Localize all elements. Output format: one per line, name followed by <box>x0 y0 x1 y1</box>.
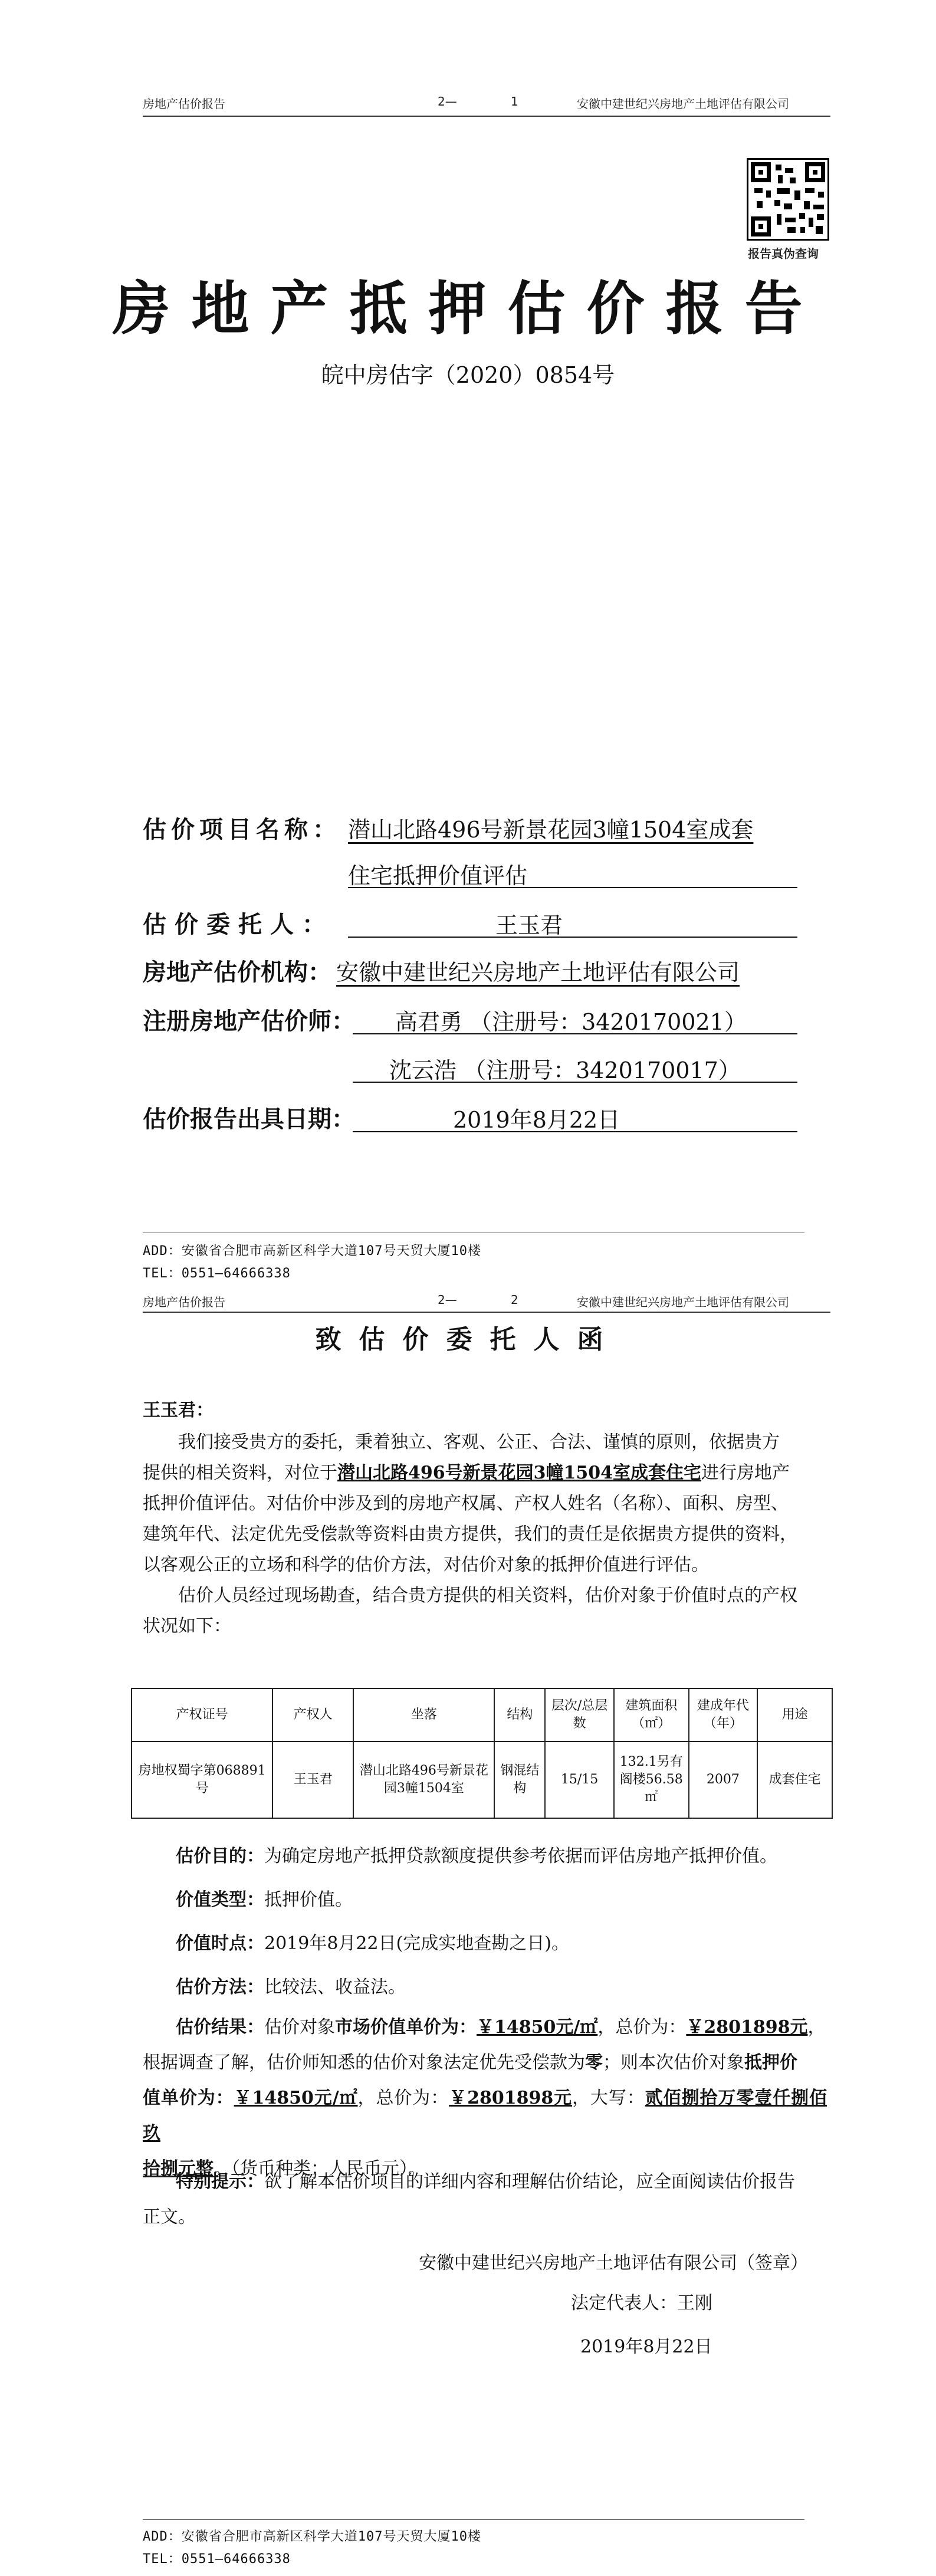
market-unit-price: ￥14850元/㎡ <box>477 2017 598 2038</box>
purpose-line <box>176 1841 777 1867</box>
qr-code-icon <box>747 158 829 241</box>
appraiser-label: 注册房地产估价师： <box>143 1008 355 1035</box>
note-paragraph <box>143 2164 827 2235</box>
header-page-number: 2 <box>511 1293 518 1307</box>
survey-line-1: 估价人员经过现场勘查，结合贵方提供的相关资料，估价对象于价值时点的产权 <box>178 1585 797 1606</box>
footer-tel: TEL：0551—64666338 <box>143 2552 291 2567</box>
client-label: 估价委托人： <box>143 911 334 938</box>
intro-line-1: 我们接受贵方的委托，秉着独立、客观、公正、合法、谨慎的原则，依据贵方 <box>178 1432 780 1453</box>
note-text: 欲了解本估价项目的详细内容和理解估价结论，应全面阅读估价报告 <box>264 2171 795 2192</box>
table-header: 建成年代（年） <box>689 1688 758 1742</box>
result-text: ， <box>807 2017 826 2038</box>
intro-line-5: 以客观公正的立场和科学的估价方法，对估价对象的抵押价值进行评估。 <box>143 1555 709 1575</box>
note-line-1 <box>143 2164 827 2200</box>
table-header: 产权人 <box>272 1688 353 1742</box>
table-header: 坐落 <box>353 1688 494 1742</box>
market-total-price: ￥2801898元 <box>686 2017 808 2038</box>
report-title: 房地产抵押估价报告 <box>112 275 824 343</box>
header-left: 房地产估价报告 <box>143 97 225 111</box>
property-table <box>131 1688 833 1819</box>
intro-paragraph <box>143 1427 827 1642</box>
appraiser-2: 沈云浩 （注册号：3420170017） <box>389 1057 741 1083</box>
purpose-value: 为确定房地产抵押贷款额度提供参考依据而评估房地产抵押价值。 <box>264 1846 777 1867</box>
table-header: 建筑面积（㎡） <box>614 1688 689 1742</box>
signature-date: 2019年8月22日 <box>580 2337 712 2357</box>
footer-address: ADD：安徽省合肥市高新区科学大道107号天贸大厦10楼 <box>143 1244 481 1259</box>
result-line-3 <box>143 2081 827 2151</box>
result-line-2 <box>143 2045 827 2081</box>
priority-claim: 零 <box>585 2052 603 2073</box>
header-page-prefix: 2— <box>438 94 457 109</box>
result-line-1 <box>143 2010 827 2045</box>
signature-representative: 法定代表人：王刚 <box>571 2293 712 2314</box>
result-text: 。（货币种类：人民币元）。 <box>214 2158 426 2179</box>
result-text: 市场价值单价为： <box>335 2017 477 2038</box>
table-header: 用途 <box>757 1688 832 1742</box>
header-rule <box>143 116 830 117</box>
intro-line-3: 抵押价值评估。对估价中涉及到的房地产权属、产权人姓名（名称）、面积、房型、 <box>143 1493 789 1514</box>
qr-caption: 报告真伪查询 <box>748 247 819 261</box>
project-underline <box>348 887 797 888</box>
result-text: 抵押价 <box>744 2052 797 2073</box>
value-time-line <box>176 1928 569 1954</box>
method-label: 估价方法： <box>176 1977 264 1997</box>
property-address: 潜山北路496号新景花园3幢1504室成套住宅 <box>337 1463 701 1483</box>
agency-label: 房地产估价机构： <box>143 959 331 986</box>
result-label: 估价结果： <box>176 2017 264 2038</box>
appraiser-2-underline <box>353 1082 797 1083</box>
result-text: ，总价为： <box>597 2017 687 2038</box>
issue-date-underline <box>353 1131 797 1132</box>
intro-text: 提供的相关资料，对位于 <box>143 1463 337 1483</box>
table-cell: 成套住宅 <box>757 1742 832 1818</box>
project-name-value-line1: 潜山北路496号新景花园3幢1504室成套 <box>348 817 754 843</box>
signature-company: 安徽中建世纪兴房地产土地评估有限公司（签章） <box>419 2253 808 2273</box>
amount-in-words: 贰佰捌拾万零壹仟捌佰玖 <box>143 2088 827 2144</box>
footer-tel: TEL：0551—64666338 <box>143 1266 291 1281</box>
intro-line-2 <box>143 1458 827 1489</box>
header-page-number: 1 <box>511 94 518 109</box>
table-header-row <box>132 1688 832 1742</box>
header-rule <box>143 1312 830 1313</box>
table-cell: 132.1另有阁楼56.58㎡ <box>614 1742 689 1818</box>
value-time-label: 价值时点： <box>176 1933 264 1954</box>
result-text: 根据调查了解，估价师知悉的估价对象法定优先受偿款为 <box>143 2052 585 2073</box>
mortgage-total-price: ￥2801898元 <box>449 2088 573 2108</box>
salutation: 王玉君： <box>143 1400 214 1421</box>
table-header: 结构 <box>494 1688 545 1742</box>
footer-rule <box>143 2519 804 2520</box>
issue-date-label: 估价报告出具日期： <box>143 1106 355 1133</box>
result-text: 估价对象 <box>264 2017 335 2038</box>
value-time-value: 2019年8月22日(完成实地查勘之日)。 <box>264 1933 570 1954</box>
intro-text: 进行房地产 <box>701 1463 790 1483</box>
project-name-label: 估价项目名称： <box>143 816 341 843</box>
appraiser-1: 高君勇 （注册号：3420170021） <box>395 1009 747 1035</box>
mortgage-unit-price: ￥14850元/㎡ <box>234 2088 358 2108</box>
result-text: 值单价为： <box>143 2088 234 2108</box>
agency-value: 安徽中建世纪兴房地产土地评估有限公司 <box>336 960 740 985</box>
client-underline <box>348 937 797 938</box>
method-value: 比较法、收益法。 <box>264 1977 406 1997</box>
table-cell: 钢混结构 <box>494 1742 545 1818</box>
table-cell: 2007 <box>689 1742 758 1818</box>
value-type-label: 价值类型： <box>176 1890 264 1910</box>
header-left: 房地产估价报告 <box>143 1295 225 1309</box>
result-text: ，总价为： <box>357 2088 449 2108</box>
survey-line-2: 状况如下： <box>143 1616 231 1637</box>
method-line <box>176 1972 406 1998</box>
result-paragraph <box>143 2010 827 2187</box>
table-row <box>132 1742 832 1818</box>
value-type-value: 抵押价值。 <box>264 1890 353 1910</box>
note-label: 特别提示： <box>176 2171 264 2192</box>
header-page-prefix: 2— <box>438 1293 457 1307</box>
note-line-2: 正文。 <box>143 2207 196 2227</box>
table-header: 层次/总层数 <box>545 1688 614 1742</box>
intro-line-4: 建筑年代、法定优先受偿款等资料由贵方提供，我们的责任是依据贵方提供的资料， <box>143 1524 797 1545</box>
table-cell: 潜山北路496号新景花园3幢1504室 <box>353 1742 494 1818</box>
table-cell: 房地权蜀字第068891号 <box>132 1742 272 1818</box>
result-text: ；则本次估价对象 <box>603 2052 744 2073</box>
table-cell: 王玉君 <box>272 1742 353 1818</box>
amount-in-words: 拾捌元整 <box>143 2158 214 2179</box>
purpose-label: 估价目的： <box>176 1846 264 1867</box>
result-text: ，大写： <box>572 2088 645 2108</box>
client-value: 王玉君 <box>495 912 563 938</box>
document-number: 皖中房估字（2020）0854号 <box>321 362 615 388</box>
appraiser-1-underline <box>353 1033 797 1034</box>
letter-title: 致估价委托人函 <box>315 1325 621 1355</box>
header-right: 安徽中建世纪兴房地产土地评估有限公司 <box>577 1295 789 1309</box>
table-header: 产权证号 <box>132 1688 272 1742</box>
project-name-value-line2: 住宅抵押价值评估 <box>348 863 528 889</box>
header-right: 安徽中建世纪兴房地产土地评估有限公司 <box>577 97 789 111</box>
table-cell: 15/15 <box>545 1742 614 1818</box>
footer-address: ADD：安徽省合肥市高新区科学大道107号天贸大厦10楼 <box>143 2529 481 2544</box>
issue-date-value: 2019年8月22日 <box>453 1107 620 1133</box>
value-type-line <box>176 1885 353 1911</box>
